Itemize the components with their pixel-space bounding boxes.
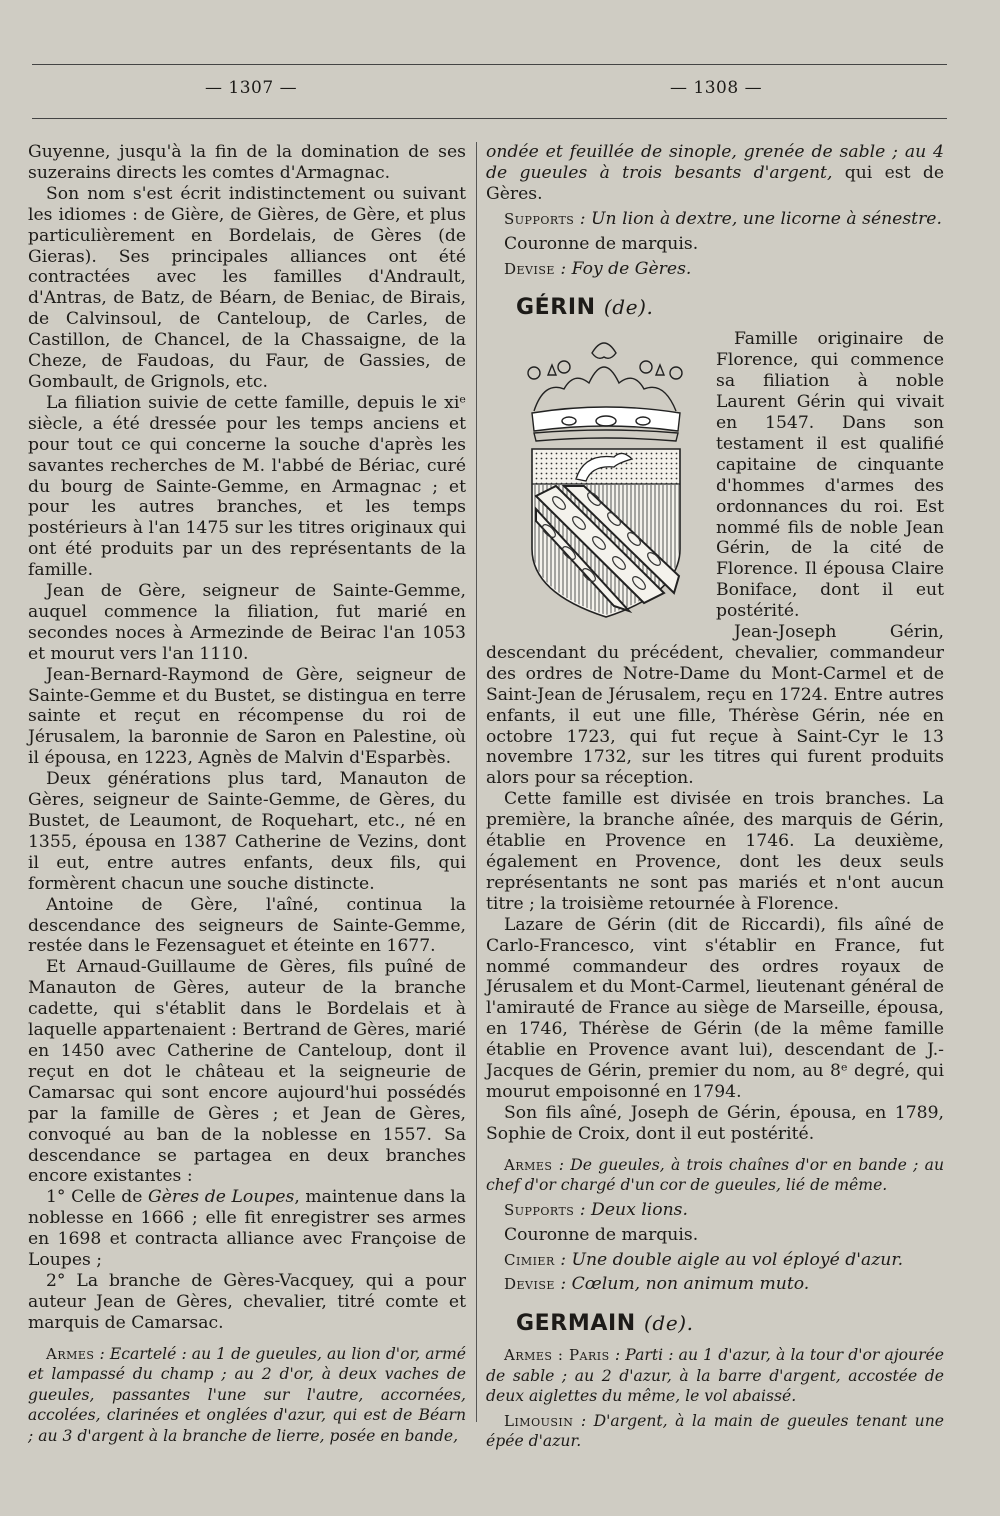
arms-blazon-limousin (486, 1411, 944, 1452)
motto-text: : Cœlum, non animum muto. (554, 1274, 810, 1295)
arms-text: : Ecartelé : au 1 de gueules, au lion d'or, armé et lampassé du champ ; au 2 d'or, à deux vaches de gueules, passantes l'une sur l'autre, accornées, accolées, clarinées et onglées d'azur, qui est de Béarn ; au 3 d'argent à la branche de lierre, posée en bande, (28, 1344, 466, 1445)
arms-label: Armes (46, 1344, 95, 1363)
motto-label: Devise (504, 259, 555, 278)
paragraph: Son nom s'est écrit indistinctement ou suivant les idiomes : de Gière, de Gières, de Gère, et plus particulièrement en Bordelais, de Gères (de Gieras). Ses principales alliances ont été contractées avec les familles d'Andrault, d'Antras, de Batz, de Béarn, de Beniac, de Birais, de Calvinsoul, de Canteloup, de Carles, de Castillon, de Chancel, de la Chassaigne, de la Cheze, de Faudoas, du Faur, de Gassies, de Gombault, de Grignols, etc. (28, 183, 466, 392)
arms-label: Armes (504, 1155, 553, 1174)
arms-text: : De gueules, à trois chaînes d'or en bande ; au chef d'or chargé d'un cor de gueules, lié de même. (486, 1155, 944, 1195)
list-item-text: , maintenue dans la noblesse en 1666 ; elle fit enregistrer ses armes en 1698 et contracta alliance avec Françoise de Loupes ; (28, 1187, 466, 1271)
header-rule (32, 118, 947, 119)
arms-continuation-tail: qui est de Gères. (486, 162, 944, 204)
paragraph: Et Arnaud-Guillaume de Gères, fils puîné de Manauton de Gères, auteur de la branche cadette, qui s'établit dans le Bordelais et à laquelle appartenaient : Bertrand de Gères, marié en 1450 avec Catherine de Canteloup, dont il reçut en dot le château et la seigneurie de Camarsac qui sont encore aujourd'hui possédés par la famille de Gères ; et Jean de Gères, convoqué au ban de la noblesse en 1557. Sa descendance se partagea en deux branches encore existantes : (28, 957, 466, 1187)
right-page-number: — 1308 — (670, 78, 763, 98)
crown-line: Couronne de marquis. (504, 1224, 699, 1245)
arms-label: Limousin (504, 1411, 574, 1430)
right-column (486, 142, 944, 1452)
entry-title-germain (516, 1313, 944, 1335)
paragraph: Guyenne, jusqu'à la fin de la domination de ses suzerains directs les comtes d'Armagnac. (28, 142, 466, 183)
supports-text: : Deux lions. (574, 1199, 688, 1220)
paragraph: Antoine de Gère, l'aîné, continua la descendance des seigneurs de Sainte-Gemme, restée dans le Fezensaguet et éteinte en 1677. (28, 894, 466, 957)
list-item-lead: 1° Celle de (46, 1187, 148, 1208)
marquis-crown-icon (528, 343, 682, 441)
list-item (28, 1187, 466, 1271)
paragraph: La filiation suivie de cette famille, depuis le xiᵉ siècle, a été dressée pour les temps anciens et pour tout ce qui concerne la souche d'après les savantes recherches de M. l'abbé de Bériac, curé du bourg de Sainte-Gemme, en Armagnac ; et pour les autres branches, et les temps postérieurs à l'an 1475 sur les titres originaux qui ont été produits par un des représentants de la famille. (28, 392, 466, 581)
list-item: 2° La branche de Gères-Vacquey, qui a pour auteur Jean de Gères, chevalier, titré comte et marquis de Camarsac. (28, 1270, 466, 1333)
coat-of-arms-illustration (514, 331, 704, 623)
paragraph: Son fils aîné, Joseph de Gérin, épousa, en 1789, Sophie de Croix, dont il eut postérité. (486, 1102, 944, 1144)
arms-text: : D'argent, à la main de gueules tenant une épée d'azur. (486, 1411, 944, 1451)
supports-label: Supports (504, 209, 575, 228)
paragraph: Cette famille est divisée en trois branches. La première, la branche aînée, des marquis de Gérin, établie en Provence en 1746. La deuxième, également en Provence, dont les deux seuls représentants ne sont pas mariés et n'ont aucun titre ; la troisième retournée à Florence. (486, 789, 944, 914)
motto-text: : Foy de Gères. (554, 258, 692, 279)
arms-blazon (28, 1344, 466, 1447)
top-rule (32, 64, 947, 65)
left-column (28, 142, 466, 1446)
crown-line: Couronne de marquis. (504, 233, 699, 254)
entry-title-name: GERMAIN (516, 1311, 636, 1337)
arms-blazon (486, 1345, 944, 1407)
supports-label: Supports (504, 1200, 575, 1219)
crest-text: : Une double aigle au vol éployé d'azur. (554, 1249, 904, 1270)
arms-continuation (486, 142, 944, 205)
paragraph: Jean de Gère, seigneur de Sainte-Gemme, auquel commence la filiation, fut marié en secondes noces à Armezinde de Beirac l'an 1053 et mourut vers l'an 1110. (28, 581, 466, 664)
supports-text: : Un lion à dextre, une licorne à sénestre. (574, 208, 942, 229)
supports-line (486, 209, 944, 230)
paragraph: Jean-Joseph Gérin, descendant du précédent, chevalier, commandeur des ordres de Notre-Dame du Mont-Carmel et de Saint-Jean de Jérusalem, reçu en 1724. Entre autres enfants, il eut une fille, Thérèse Gérin, née en octobre 1723, qui fut reçue à Saint-Cyr le 13 novembre 1732, sur les titres qui furent produits alors pour sa réception. (486, 622, 944, 789)
motto-line (486, 1274, 944, 1295)
entry-title-gerin (516, 297, 944, 319)
left-page-number: — 1307 — (205, 78, 298, 98)
motto-line (486, 259, 944, 280)
entry-title-particle: (de). (644, 1311, 694, 1336)
arms-label: Armes : Paris (504, 1346, 610, 1365)
supports-line (486, 1200, 944, 1221)
arms-continuation-text: ondée et feuillée de sinople, grenée de sable ; au 4 de gueules à trois besants d'argent, (486, 142, 944, 183)
branch-name: Gères de Loupes (148, 1187, 295, 1208)
paragraph: Deux générations plus tard, Manauton de Gères, seigneur de Sainte-Gemme, de Gères, du Bustet, de Leaumont, de Roquehart, etc., né en 1355, épousa en 1387 Catherine de Vezins, dont il eut, entre autres enfants, deux fils, qui formèrent chacun une souche distincte. (28, 769, 466, 894)
paragraph: Lazare de Gérin (dit de Riccardi), fils aîné de Carlo-Francesco, vint s'établir en France, fut nommé commandeur des ordres royaux de Jérusalem et du Mont-Carmel, lieutenant général de l'amirauté de France au siège de Marseille, épousa, en 1746, Thérèse de Gérin (de la même famille établie en Provence avant lui), descendant de J.-Jacques de Gérin, premier du nom, au 8ᵉ degré, qui mourut empoisonné en 1794. (486, 914, 944, 1102)
arms-text: : Parti : au 1 d'azur, à la tour d'or ajourée de sable ; au 2 d'azur, à la barre d'argent, accostée de deux aiglettes du même, le vol abaissé. (486, 1346, 944, 1406)
paragraph: Jean-Bernard-Raymond de Gère, seigneur de Sainte-Gemme et du Bustet, se distingua en terre sainte et reçut en récompense du roi de Jérusalem, la baronnie de Saron en Palestine, où il épousa, en 1223, Agnès de Malvin d'Esparbès. (28, 664, 466, 769)
shield-icon (532, 449, 680, 617)
paragraph: Famille originaire de Florence, qui commence sa filiation à noble Laurent Gérin qui vivait en 1547. Dans son testament il est qualifié capitaine de cinquante d'hommes d'armes des ordonnances du roi. Est nommé fils de noble Jean Gérin, de la cité de Florence. Il épousa Claire Boniface, dont il eut postérité. (716, 329, 944, 622)
column-divider (476, 142, 477, 1422)
entry-title-name: GÉRIN (516, 295, 596, 321)
motto-label: Devise (504, 1275, 555, 1294)
crest-line (486, 1250, 944, 1271)
arms-blazon (486, 1155, 944, 1196)
crest-label: Cimier (504, 1250, 555, 1269)
entry-title-particle: (de). (603, 295, 654, 320)
